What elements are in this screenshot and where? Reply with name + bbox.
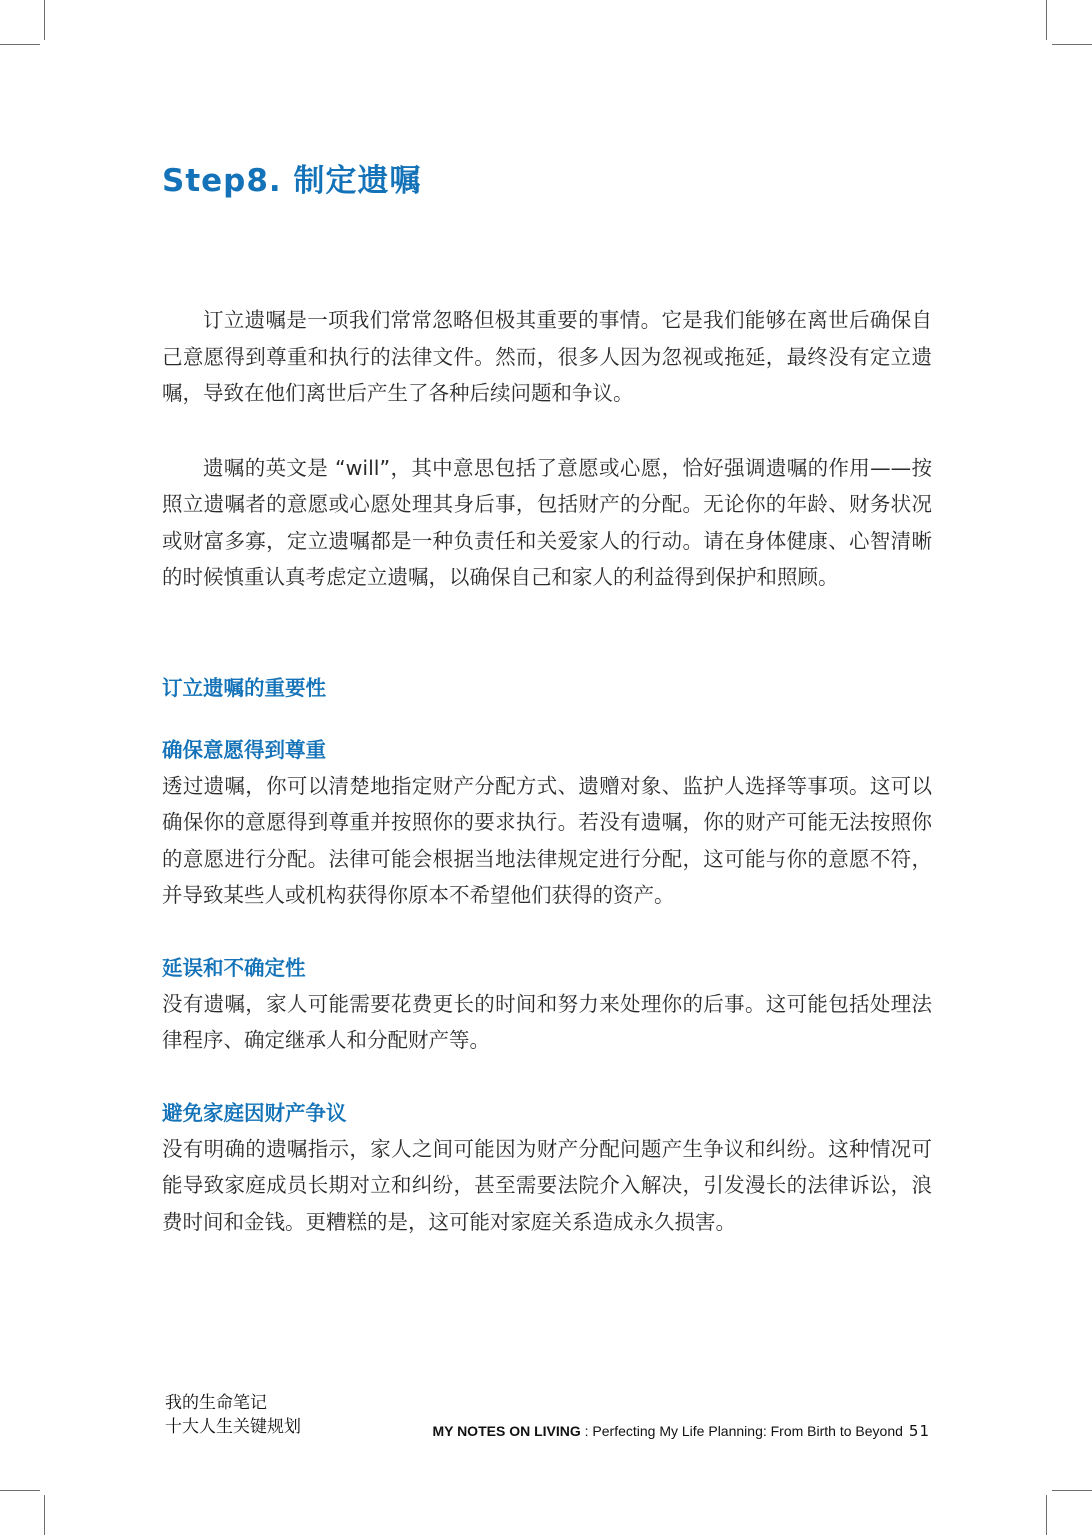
crop-mark	[1052, 44, 1092, 45]
crop-mark	[44, 1495, 45, 1535]
crop-mark	[0, 1490, 40, 1491]
subsection-heading: 延误和不确定性	[162, 955, 306, 980]
series-separator: :	[580, 1423, 593, 1439]
subsection-text: 没有明确的遗嘱指示，家人之间可能因为财产分配问题产生争议和纠纷。这种情况可能导致家庭成员长期对立和纠纷，甚至需要法院介入解决，引发漫长的法律诉讼，浪费时间和金钱。更糟糕的是，这可能对家庭关系造成永久损害。	[162, 1136, 932, 1234]
crop-mark	[44, 0, 45, 40]
subsection-heading: 避免家庭因财产争议	[162, 1100, 347, 1125]
page-content	[162, 302, 932, 1240]
book-title-line: 我的生命笔记	[165, 1393, 267, 1413]
page-number: 51	[908, 1422, 930, 1440]
crop-mark	[1052, 1490, 1092, 1491]
subsection-text: 没有遗嘱，家人可能需要花费更长的时间和努力来处理你的后事。这可能包括处理法律程序、确定继承人和分配财产等。	[162, 991, 932, 1052]
running-footer	[432, 1422, 930, 1440]
page-title: Step8. 制定遗嘱	[162, 163, 422, 199]
intro-paragraph: 遗嘱的英文是 “will”，其中意思包括了意愿或心愿，恰好强调遗嘱的作用——按照立遗嘱者的意愿或心愿处理其身后事，包括财产的分配。无论你的年龄、财务状况或财富多寡，定立遗嘱都是一种负责任和关爱家人的行动。请在身体健康、心智清晰的时候慎重认真考虑定立遗嘱，以确保自己和家人的利益得到保护和照顾。	[162, 455, 932, 589]
crop-mark	[1046, 0, 1047, 40]
section-heading: 订立遗嘱的重要性	[162, 675, 326, 700]
crop-mark	[0, 44, 40, 45]
book-title-line: 十大人生关键规划	[165, 1417, 301, 1437]
crop-mark	[1046, 1495, 1047, 1535]
subsection-text: 透过遗嘱，你可以清楚地指定财产分配方式、遗赠对象、监护人选择等事项。这可以确保你的意愿得到尊重并按照你的要求执行。若没有遗嘱，你的财产可能无法按照你的意愿进行分配。法律可能会根据当地法律规定进行分配，这可能与你的意愿不符，并导致某些人或机构获得你原本不希望他们获得的资产。	[162, 773, 932, 907]
series-brand: MY NOTES ON LIVING	[432, 1423, 581, 1439]
intro-paragraph: 订立遗嘱是一项我们常常忽略但极其重要的事情。它是我们能够在离世后确保自己意愿得到尊重和执行的法律文件。然而，很多人因为忽视或拖延，最终没有定立遗嘱，导致在他们离世后产生了各种后续问题和争议。	[162, 308, 932, 405]
subsection-heading: 确保意愿得到尊重	[162, 737, 326, 762]
book-title	[165, 1391, 301, 1439]
series-subtitle: Perfecting My Life Planning: From Birth to Beyond	[592, 1423, 903, 1439]
